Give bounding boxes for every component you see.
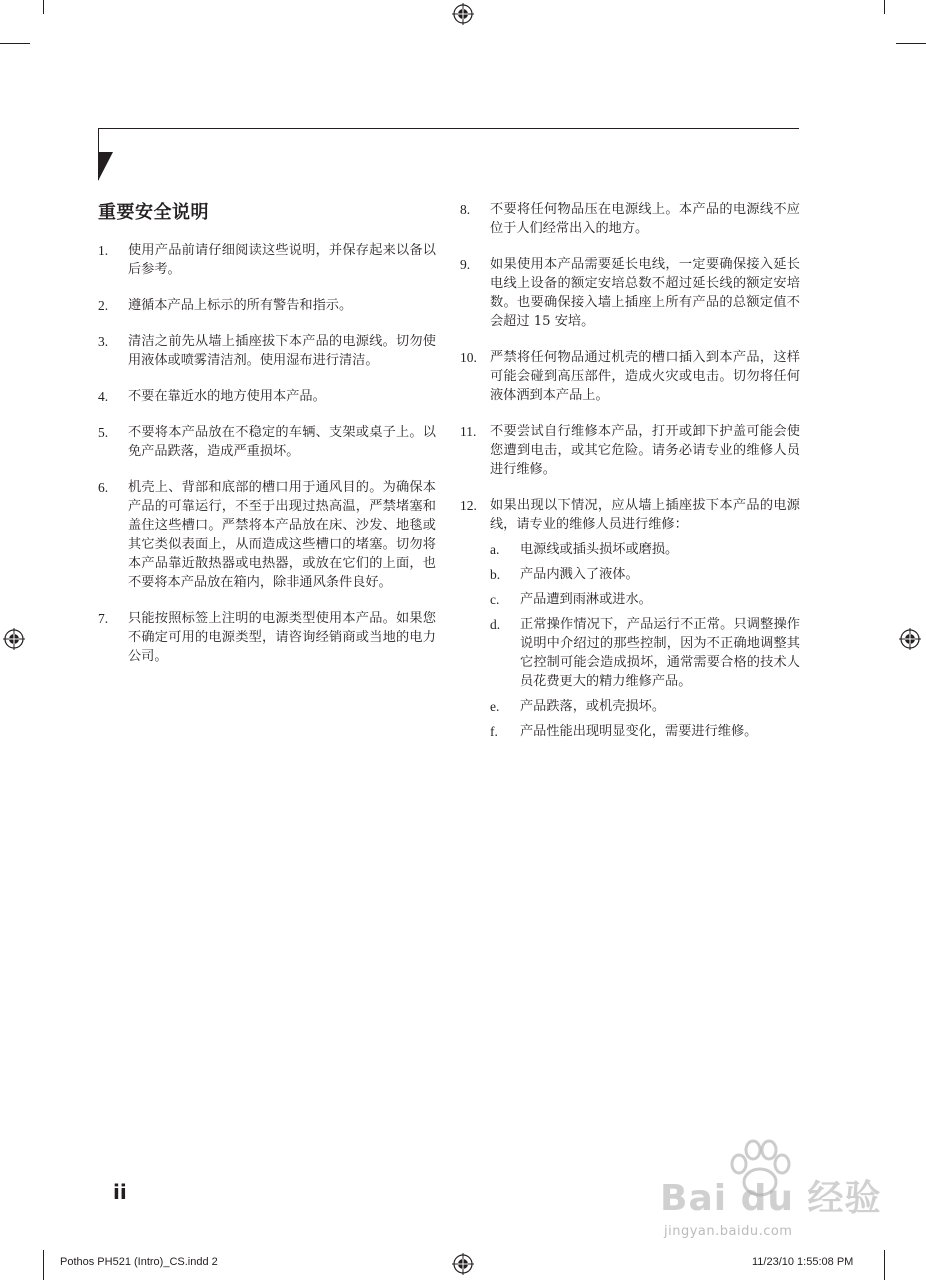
registration-mark-icon	[899, 628, 921, 650]
list-item: 8. 不要将任何物品压在电源线上。本产品的电源线不应位于人们经常出入的地方。	[460, 202, 800, 236]
slug-timestamp: 11/23/10 1:55:08 PM	[752, 1256, 854, 1268]
list-item: 5. 不要将本产品放在不稳定的车辆、支架或桌子上。以免产品跌落，造成严重损坏。	[98, 425, 436, 459]
registration-mark-icon	[452, 1253, 474, 1275]
corner-wedge	[98, 152, 114, 182]
list-item: 2. 遵循本产品上标示的所有警告和指示。	[98, 298, 353, 313]
page-number: ii	[113, 1180, 127, 1204]
list-item: 3. 清洁之前先从墙上插座拔下本产品的电源线。切勿使用液体或喷雾清洁剂。使用湿布进行清洁。	[98, 334, 436, 368]
crop-mark	[43, 0, 44, 14]
header-rule	[98, 128, 799, 129]
sub-list-item: d. 正常操作情况下，产品运行不正常。只调整操作说明中介绍过的那些控制，因为不正确地调整其它控制可能会造成损坏，通常需要合格的技术人员花费更大的精力维修产品。	[490, 617, 800, 689]
list-item: 4. 不要在靠近水的地方使用本产品。	[98, 389, 326, 404]
list-item: 11. 不要尝试自行维修本产品，打开或卸下护盖可能会使您遭到电击，或其它危险。请务必请专业的维修人员进行维修。	[460, 424, 800, 477]
watermark-url: jingyan.baidu.com	[664, 1224, 793, 1239]
left-column	[98, 241, 436, 683]
crop-mark	[43, 1250, 44, 1280]
sub-list-item: a. 电源线或插头损坏或磨损。	[490, 542, 679, 557]
list-item: 1. 使用产品前请仔细阅读这些说明，并保存起来以备以后参考。	[98, 243, 436, 277]
sub-list-item: f. 产品性能出现明显变化，需要进行维修。	[490, 724, 758, 739]
right-column	[460, 200, 800, 758]
sub-list-item: c. 产品遭到雨淋或进水。	[490, 592, 652, 607]
watermark-brand: Bai du 经验	[660, 1178, 882, 1219]
sub-list-item: e. 产品跌落，或机壳损坏。	[490, 699, 666, 714]
crop-mark	[884, 0, 885, 14]
sub-list	[490, 540, 800, 741]
list-item: 7. 只能按照标签上注明的电源类型使用本产品。如果您不确定可用的电源类型，请咨询经销商或当地的电力公司。	[98, 611, 436, 664]
crop-mark	[884, 1250, 885, 1280]
crop-mark	[0, 43, 30, 44]
registration-mark-icon	[3, 628, 25, 650]
registration-mark-icon	[452, 3, 474, 25]
crop-mark	[896, 43, 926, 44]
sub-list-item: b. 产品内溅入了液体。	[490, 567, 639, 582]
list-item: 10. 严禁将任何物品通过机壳的槽口插入到本产品，这样可能会碰到高压部件，造成火灾或电击。切勿将任何液体洒到本产品上。	[460, 350, 800, 403]
list-item: 9. 如果使用本产品需要延长电线，一定要确保接入延长电线上设备的额定安培总数不超过延长线的额定安培数。也要确保接入墙上插座上所有产品的总额定值不会超过 15 安培。	[460, 257, 800, 329]
list-item: 6. 机壳上、背部和底部的槽口用于通风目的。为确保本产品的可靠运行，不至于出现过热高温，严禁堵塞和盖住这些槽口。严禁将本产品放在床、沙发、地毯或其它类似表面上，从而造成这些槽口的堵塞。切勿将本产品靠近散热器或电热器，或放在它们的上面，也不要将本产品放在箱内，除非通风条件良好。	[98, 480, 436, 590]
list-item: 12. 如果出现以下情况，应从墙上插座拔下本产品的电源线，请专业的维修人员进行维修： a. 电源线或插头损坏或磨损。 b. 产品内溅入了液体。 c. 产品遭到雨淋或进水。 d. 正常操作情况下，产品运行不正常。只调整操作说明中介绍过的那些控制，因为不正确地调整其它控制可能会造成损坏，通常需要合格的技术人员花费更大的精力维修产品。 e. 产品跌落，或机壳损坏。 f. 产品性能出现明显变化，需要进行维修。	[460, 498, 800, 739]
slug-filename: Pothos PH521 (Intro)_CS.indd 2	[60, 1256, 218, 1268]
section-title: 重要安全说明	[98, 202, 209, 223]
